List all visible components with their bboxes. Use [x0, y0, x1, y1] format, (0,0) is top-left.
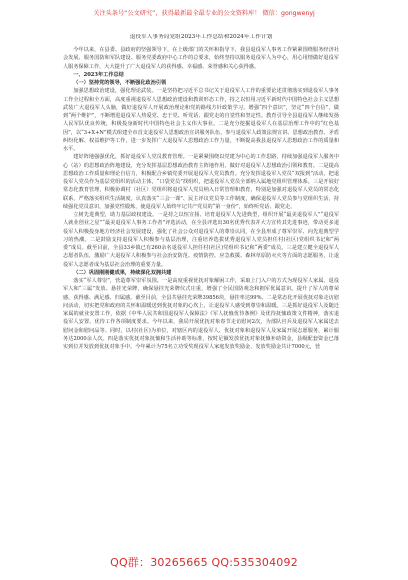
paragraph-2: 建好阵地强强优化，抓好退役军人党员教育管理。一是紧紧围绕以党建为中心的工作思路，持续加强退役军人服务中心（站）的思想政治阵地建设，充分发挥基层思想政治教育主阵地作用，做好对退役军人思想政治引领和教育。二是提高思想政治工作质量和理论自信力，积极配合乡镇党委开展退役军人党员教育。充分发挥退役军人党员“双报到”活动，把退役军人党员作为基层党组织的活动主体，“口袋党员”找组织，把退役军人党员全部纳入属地党组织管理体系。三是开展好常态化教育管理，积极协调村（社区）党组织将退役军人党员纳入日常管理和教育，特别是加强对退役军人党员的常态化联系，严格落实组织生活制度。认真落实“三会一课”、民主评议党员等工作制度，确保退役军人党员参与党组织生活，持续强化党员意识，加强党性锻炼，使退役军人始终牢记共产党员的“第一身份”，始终听党话、跟党走。 — [63, 154, 339, 210]
footer-contact — [0, 551, 408, 569]
header-banner-text: 关注头条号“公文研究”，获得最新最全最专业的公文资料库！ 微信：gongwenyj — [93, 10, 315, 17]
subsection-heading-1-1: （一）坚持党的领导，不断强化政治引领 — [73, 80, 167, 86]
intro-paragraph: 今年以来，在县委、县政府的坚强领导下，在上级部门的关怀和指导下，我县退役军人事务工作紧紧围绕服务经济社会发展、服务国防和军队建设、服务党委政府中心工作的总要求，始终坚持以服务退役军人为中心，用心用情做好退役军人服务保障工作，大大提升了广大退役军人的获得感、幸福感、荣誉感和关心获得感。 — [63, 47, 339, 70]
document-title: 退役军人事务局党组2023年工作总结和2024年工作计划 — [129, 34, 273, 40]
document-body — [63, 34, 339, 552]
header-banner — [0, 0, 408, 24]
paragraph-1: 加强思想政治建设，强化理论武装。一是坚持把习近平总书记关于退役军人工作的重要论述贯彻落实到退役军人事务工作全过程和全方面，高度重视退役军人思想政治建设和教训形态工作，持之以恒用习近平新时代中国特色社会主义思想武装广大退役军人头脑，做好退役军人开展政治理论和党的路线方针政策学习。增强“四个意识”，坚定“四个自信”，做到“两个维护”，不断增进退役军人热爱党、忠于党、听党话、跟党走的自觉性和坚定性。教育引导全县退役军人继续发扬人民军队优良传统，积极投身新时代中国特色社会主义伟大事业。二是充分挖掘退役军人在基层治理工作中的“红色基因”，以“3+X+N”模式组建全市首支退役军人思想政治宣讲服务队伍，参与退役军人政策法规宣讲、思想政治教育、矛盾纠纷化解、权益维护等工作，进一步发挥广大退役军人思想政治工作力量，不断提高我县退役军人思想政治工作的质量和水平。 — [63, 88, 339, 152]
footer-contact-text: QQ群：30265665 QQ:535304092 — [110, 556, 298, 569]
section-heading-1: 一、2023年工作总结 — [73, 71, 124, 78]
subsection-heading-1-2: （二）巩固刚刚健成果，持续深化双拥共建 — [73, 269, 172, 276]
paragraph-4: 落实“军人尊崇”，营造尊军崇军氛围。一是高度重视优抚对象解困工作，采取上门入户的方式为现役军人家属、退役军人和“三属”发放、悬挂光荣牌，确保悬挂光荣牌仪式庄重，增强了全民国防观念和拥军优属意识。提升了军人的尊荣感，获得感、满足感、归属感。截至目前，全县共悬挂光荣牌39856块，悬挂率达99%。二是常态化开展优抚对象走访慰问活动，切实把党和政府的关怀和温暖送到优抚对象的心坎上，让退役军人感受到尊崇和温暖。三是抓好退役军人及随迁家属的就业安置工作，依据《中华人民共和国退役军人保障法》《军人抚恤优待条例》及优待抚恤政策文件精神，落实退役军人安置、优待工作各项制度要求。今年以来，我局开展优抚对象春节走访慰问2次，为部队官兵及退役军人家属送去慰问金和慰问品等。同时，以村(社区)为单位，对辖区内的退役军人、优抚对象和退役军人及家属开展志愿服务，累计服务达2000余人次。四是落实优抚对象抚恤和生活补助等标准，按时足额发放优抚对象抚恤补助资金，县级配套资金已落实到位并发放到优抚对象手中。今年累计为75名立功受奖现役军人家庭发放奖励金，发放奖励金共计7000元，营 — [63, 278, 339, 350]
paragraph-3: 立树先进典型，助力基层政权建设。一是持之以恒宣扬、培育退役军人先进典型，组织开展“最美退役军人”“退役军人就业创业之星”“最美退役军人事务工作者”评选活动，在全县评选出30名优秀代表并大力宣传其先进事迹，带动更多退役军人积极投身地方经济社会发展建设，强化了社会公众对退役军人的尊崇认同，在全县形成了尊军崇军、向先进典型学习的热潮。二是鼓励支持退役军人积极参与基层治理，注重培养选拔优秀退役军人党员担任村(社区)党组织书记和“两委”成员。截至目前，全县33乡镇已有260余名退役军人担任村(社区)党组织书记和“两委”成员。三是建立健全退役军人志愿者队伍，激励广大退役军人积极参与社会治安防范、疫情防控、应急救援、森林草原防灭火等方面的志愿服务，让退役军人志愿者成为基层社会治理的重要力量。 — [63, 212, 339, 268]
